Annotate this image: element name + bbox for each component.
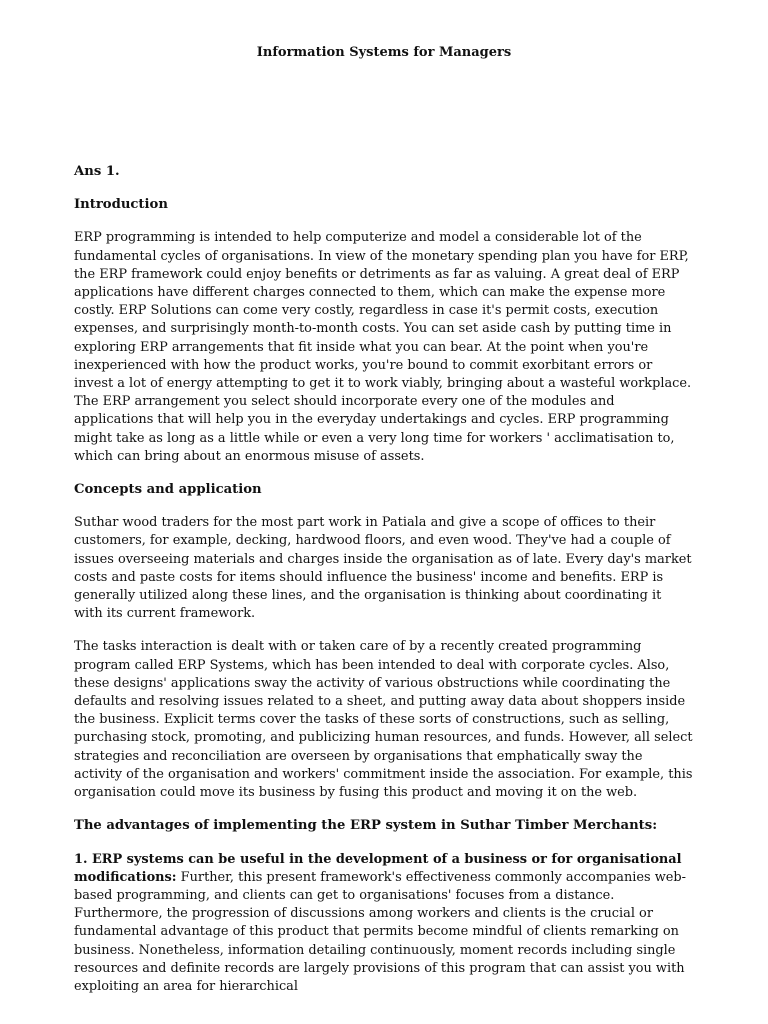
document-body <box>74 163 694 1011</box>
advantage-1-lead: 1. ERP systems can be useful in the development of a business or for organisational modifications: <box>74 851 682 885</box>
heading-introduction: Introduction <box>74 197 168 213</box>
document-title: Information Systems for Managers <box>256 45 512 60</box>
document-page <box>74 0 694 1024</box>
paragraph-introduction: ERP programming is intended to help computerize and model a considerable lot of the fundamental cycles of organisations. In view of the monetary spending plan you have for ERP, the ERP framework could enjoy benefits or detriments as far as valuing. A great deal of ERP applications have different charges connected to them, which can make the expense more costly. ERP Solutions can come very costly, regardless in case it's permit costs, execution expenses, and surprisingly month-to-month costs. You can set aside cash by putting time in exploring ERP arrangements that fit inside what you can bear. At the point when you're inexperienced with how the product works, you're bound to commit exorbitant errors or invest a lot of energy attempting to get it to work viably, bringing about a wasteful workplace. The ERP arrangement you select should incorporate every one of the modules and applications that will help you in the everyday undertakings and cycles. ERP programming might take as long as a little while or even a very long time for workers ' acclimatisation to, which can bring about an enormous misuse of assets. <box>74 230 692 464</box>
paragraph-concepts-2: The tasks interaction is dealt with or taken care of by a recently created programming program called ERP Systems, which has been intended to deal with corporate cycles. Also, these designs' applications sway the activity of various obstructions while coordinating the defaults and resolving issues related to a sheet, and putting away data about shoppers inside the business. Explicit terms cover the tasks of these sorts of constructions, such as selling, purchasing stock, promoting, and publicizing human resources, and funds. However, all select strategies and reconciliation are overseen by organisations that emphatically sway the activity of the organisation and workers' commitment inside the association. For example, this organisation could move its business by fusing this product and moving it on the web. <box>74 639 693 801</box>
paragraph-advantage-1 <box>74 851 694 997</box>
answer-label: Ans 1. <box>74 164 120 179</box>
heading-concepts: Concepts and application <box>74 482 262 498</box>
heading-advantages: The advantages of implementing the ERP system in Suthar Timber Merchants: <box>74 818 658 834</box>
advantage-1-text: Further, this present framework's effectiveness commonly accompanies web-based programming, and clients can get to organisations' focuses from a distance. Furthermore, the progression of discussions among workers and clients is the crucial or fundamental advantage of this product that permits become mindful of clients remarking on business. Nonetheless, information detailing continuously, moment records including single resources and definite records are largely provisions of this program that can assist you with exploiting an area for hierarchical <box>74 869 686 994</box>
paragraph-concepts-1: Suthar wood traders for the most part work in Patiala and give a scope of offices to their customers, for example, decking, hardwood floors, and even wood. They've had a couple of issues overseeing materials and charges inside the organisation as of late. Every day's market costs and paste costs for items should influence the business' income and benefits. ERP is generally utilized along these lines, and the organisation is thinking about coordinating it with its current framework. <box>74 515 692 622</box>
